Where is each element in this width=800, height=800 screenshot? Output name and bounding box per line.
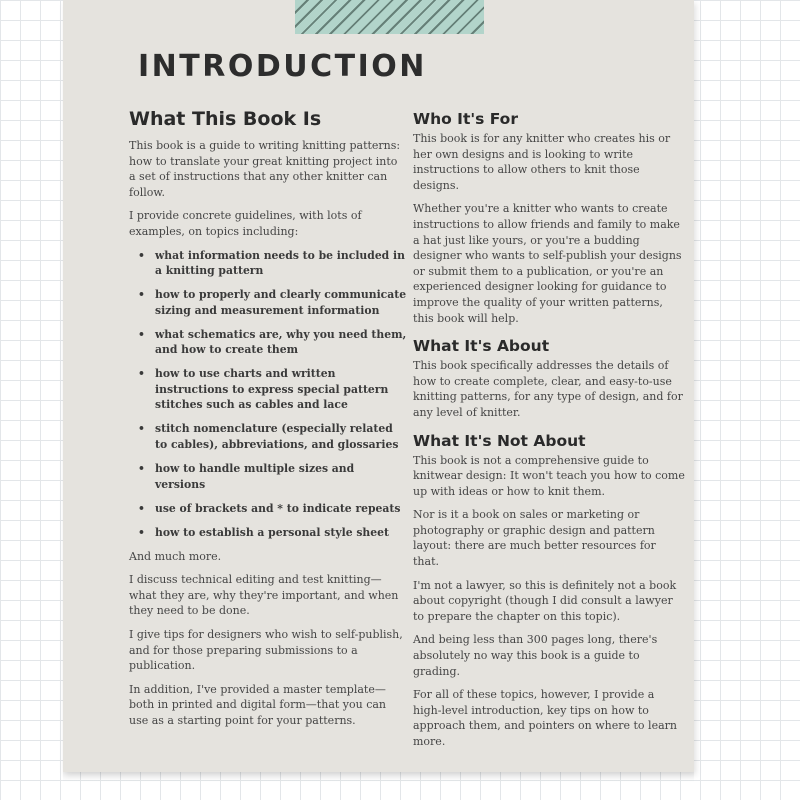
paragraph: Whether you're a knitter who wants to create instructions to allow friends and family to make a hat just like yours, or you're a budding designer who wants to self-publish your designs or submit them to a publication, or you're an experienced designer looking for guidance to improve the quality of your written patterns, this book will help. (413, 202, 682, 325)
paragraph: And much more. (129, 549, 222, 563)
list-item: • use of brackets and * to indicate repeats (155, 501, 407, 517)
list-item: • how to use charts and written instructions to express special pattern stitches such as cables and lace (155, 366, 407, 413)
left-column (129, 106, 407, 737)
section-heading-what-its-not-about: What It's Not About (413, 431, 586, 450)
paragraph: I provide concrete guidelines, with lots of examples, on topics including: (129, 209, 362, 238)
washi-tape-decoration (295, 0, 484, 34)
paragraph: Nor is it a book on sales or marketing or photography or graphic design and pattern layout: there are much better resources for that. (413, 508, 656, 569)
paragraph: I give tips for designers who wish to self-publish, and for those preparing submissions to a publication. (129, 627, 403, 673)
paragraph: This book is a guide to writing knitting patterns: how to translate your great knitting project into a set of instructions that any other knitter can follow. (129, 139, 401, 199)
paragraph: I'm not a lawyer, so this is definitely not a book about copyright (though I did consult a lawyer to prepare the chapter on this topic). (413, 578, 677, 623)
topics-list (129, 248, 407, 541)
section-heading-who-its-for: Who It's For (413, 110, 518, 128)
page-title: INTRODUCTION (138, 49, 427, 84)
list-item: • what information needs to be included in a knitting pattern (155, 248, 407, 279)
list-item: • how to establish a personal style sheet (155, 525, 407, 541)
paragraph: For all of these topics, however, I provide a high-level introduction, key tips on how to approach them, and pointers on where to learn more. (413, 688, 677, 748)
list-item: • how to handle multiple sizes and versions (155, 461, 407, 492)
paragraph: I discuss technical editing and test knitting—what they are, why they're important, and when they need to be done. (129, 573, 399, 618)
paragraph: This book is for any knitter who creates his or her own designs and is looking to write instructions to allow others to knit those designs. (413, 132, 671, 192)
list-item: • stitch nomenclature (especially related to cables), abbreviations, and glossaries (155, 421, 407, 452)
paragraph: In addition, I've provided a master template—both in printed and digital form—that you can use as a starting point for your patterns. (129, 682, 387, 727)
right-column (413, 107, 685, 758)
paragraph: This book specifically addresses the details of how to create complete, clear, and easy-to-use knitting patterns, for any type of design, and for any level of knitter. (413, 359, 683, 419)
page-shadow (63, 772, 694, 782)
section-heading-what-its-about: What It's About (413, 337, 550, 356)
section-heading-what-this-book-is: What This Book Is (129, 108, 322, 130)
paragraph: And being less than 300 pages long, there's absolutely no way this book is a guide to grading. (413, 633, 658, 678)
list-item: • what schematics are, why you need them, and how to create them (155, 327, 407, 358)
list-item: • how to properly and clearly communicate sizing and measurement information (155, 287, 407, 318)
paragraph: This book is not a comprehensive guide to knitwear design: It won't teach you how to come up with ideas or how to knit them. (413, 453, 685, 498)
